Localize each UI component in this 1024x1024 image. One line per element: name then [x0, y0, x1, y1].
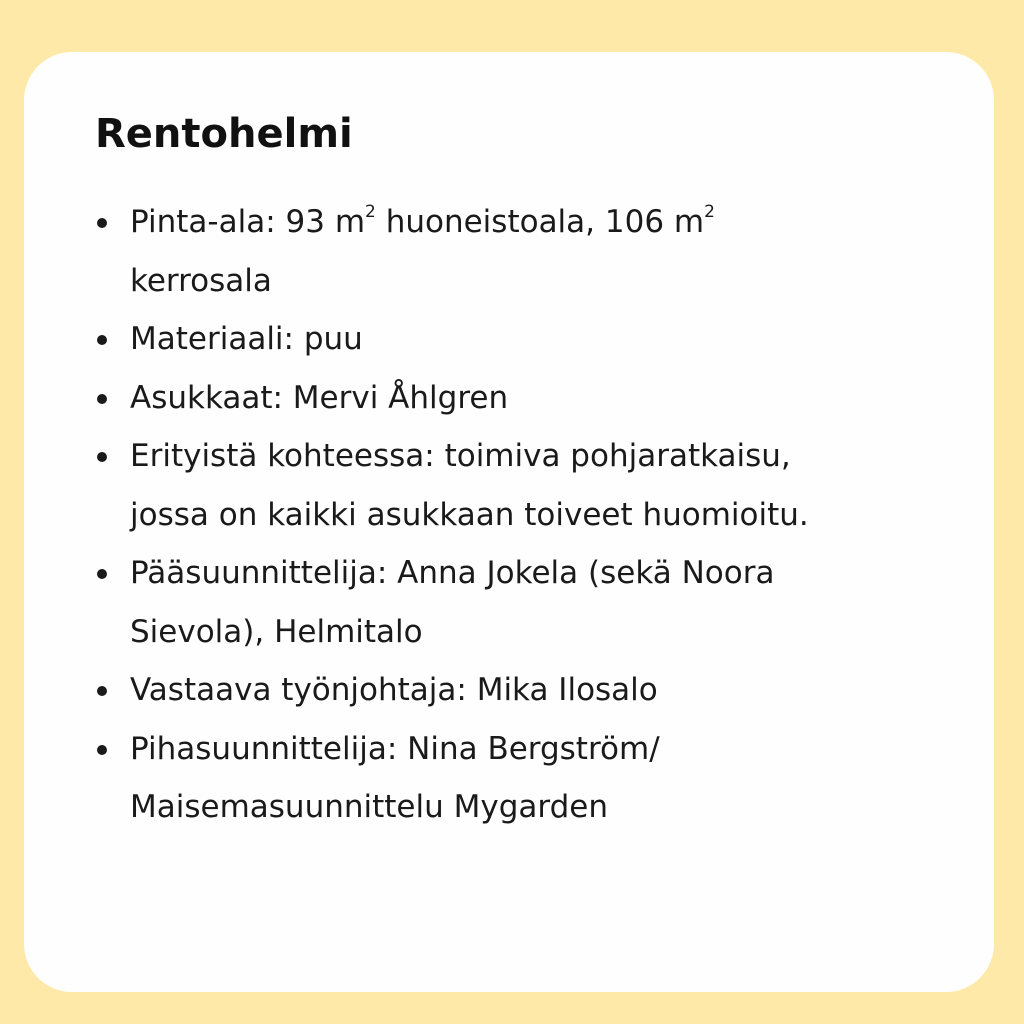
- fact-line: kerrosala: [130, 262, 272, 299]
- superscript: 2: [704, 201, 715, 222]
- bullet-icon: [97, 394, 107, 404]
- fact-text: Pinta-ala: 93 m: [130, 204, 366, 240]
- page-title: Rentohelmi: [95, 111, 353, 157]
- fact-line: Pääsuunnittelija: Anna Jokela (sekä Noora: [130, 555, 775, 591]
- fact-item-site-manager: [96, 661, 946, 720]
- fact-line: jossa on kaikki asukkaan toiveet huomioitu.: [130, 496, 809, 533]
- fact-line: Erityistä kohteessa: toimiva pohjaratkaisu,: [130, 438, 791, 474]
- fact-line: Asukkaat: Mervi Åhlgren: [130, 379, 509, 416]
- bullet-icon: [97, 452, 107, 462]
- fact-line: Vastaava työnjohtaja: Mika Ilosalo: [130, 672, 658, 708]
- fact-line: Pihasuunnittelija: Nina Bergström/: [130, 730, 660, 767]
- fact-item-material: [96, 310, 946, 369]
- fact-item-special: [96, 427, 946, 544]
- bullet-icon: [97, 218, 107, 228]
- fact-line: [130, 193, 946, 252]
- facts-list: [96, 193, 946, 837]
- fact-line: Materiaali: puu: [130, 321, 363, 357]
- bullet-icon: [97, 686, 107, 696]
- fact-item-residents: [96, 369, 946, 428]
- fact-line: Maisemasuunnittelu Mygarden: [130, 789, 608, 825]
- superscript: 2: [365, 201, 376, 222]
- fact-item-main-designer: [96, 544, 946, 661]
- fact-item-area: [96, 193, 946, 310]
- bullet-icon: [97, 745, 107, 755]
- fact-item-landscape-designer: [96, 720, 946, 837]
- bullet-icon: [97, 569, 107, 579]
- bullet-icon: [97, 335, 107, 345]
- fact-line: Sievola), Helmitalo: [130, 613, 423, 650]
- fact-text: huoneistoala, 106 m: [375, 204, 705, 240]
